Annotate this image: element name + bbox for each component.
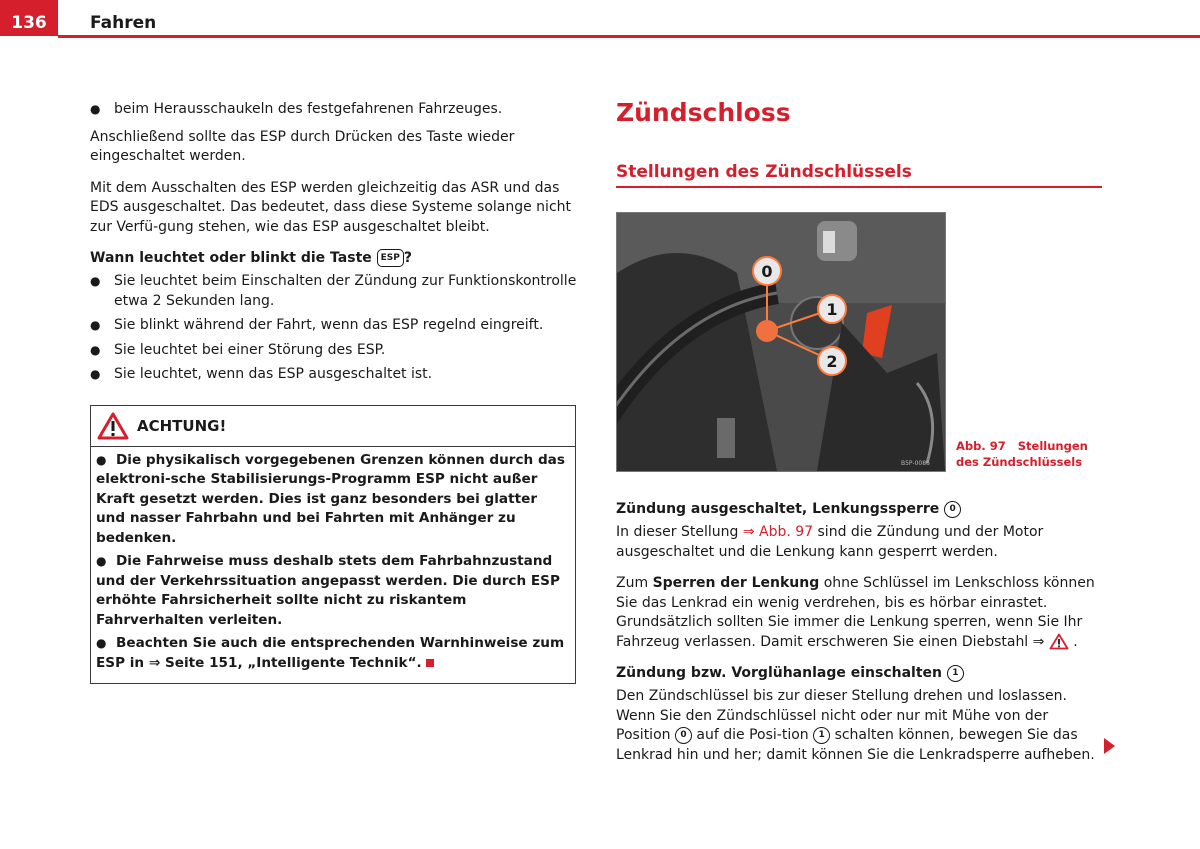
left-column <box>90 100 580 684</box>
list-item: ● beim Herausschaukeln des festgefahrenen Fahrzeuges. <box>90 100 580 120</box>
warning-header <box>91 406 575 447</box>
figure-caption: Abb. 97 Stellungen des Zündschlüssels <box>956 439 1088 469</box>
bullet-icon: ● <box>90 318 101 332</box>
warning-body <box>91 447 575 684</box>
header-rule <box>58 35 1200 38</box>
section-subtitle: Stellungen des Zündschlüssels <box>616 160 1102 188</box>
position-0-icon: 0 <box>675 727 692 744</box>
list-item: ● Sie leuchtet bei einer Störung des ESP. <box>90 341 580 361</box>
bullet-icon: ● <box>96 554 107 568</box>
bullet-icon: ● <box>90 102 101 116</box>
chapter-title: Fahren <box>90 13 157 33</box>
page-number: 136 <box>0 0 58 36</box>
warning-reference-icon[interactable] <box>1049 633 1069 650</box>
ignition-figure <box>616 212 946 472</box>
list-item: ● Sie leuchtet, wenn das ESP ausgeschaltet ist. <box>90 365 580 385</box>
paragraph: In dieser Stellung ⇒ Abb. 97 sind die Zündung und der Motor ausgeschaltet und die Lenkung kann gesperrt werden. <box>616 524 1044 560</box>
right-column <box>616 96 1106 777</box>
subheading: Zündung bzw. Vorglühanlage einschalten 1 <box>616 664 1106 683</box>
figure-row <box>616 212 1106 470</box>
subheading: Wann leuchtet oder blinkt die Taste ESP ? <box>90 250 412 266</box>
bullet-icon: ● <box>96 452 107 467</box>
section-title: Zündschloss <box>616 98 791 127</box>
page-reference-link[interactable]: ⇒ Seite 151, „Intelligente Technik“. <box>148 654 422 671</box>
position-label-2: 2 <box>826 352 838 371</box>
figure-code: B5P-0086 <box>901 460 930 467</box>
warning-item: ● Die Fahrweise muss deshalb stets dem Fahrbahnzustand und der Verkehrssituation angepasst werden. Die durch ESP erhöhte Fahrsicherheit sollte nicht zu riskantem Fahrverhalten verleiten. <box>96 553 560 628</box>
warning-item: ● Die physikalisch vorgegebenen Grenzen können durch das elektroni-sche Stabilisierungs-Programm ESP nicht außer Kraft gesetzt werden. Dies ist ganz besonders bei glatter und nasser Fahrbahn und bei Fahrten mit Anhänger zu bedenken. <box>96 451 565 546</box>
bullet-icon: ● <box>90 342 101 357</box>
subheading: Zündung ausgeschaltet, Lenkungssperre 0 <box>616 500 1106 519</box>
paragraph: Mit dem Ausschalten des ESP werden gleichzeitig das ASR und das EDS ausgeschaltet. Das bedeutet, dass diese Systeme solange nicht zur Verfü-gung stehen, wie das ESP ausgeschaltet bleibt. <box>90 179 571 235</box>
end-square-icon <box>426 659 434 667</box>
warning-triangle-icon <box>97 412 129 440</box>
position-label-1: 1 <box>826 300 838 319</box>
paragraph: Anschließend sollte das ESP durch Drücken des Taste wieder eingeschaltet werden. <box>90 128 515 164</box>
list-item: ● Sie blinkt während der Fahrt, wenn das ESP regelnd eingreift. <box>90 316 580 336</box>
position-1-icon: 1 <box>813 727 830 744</box>
continue-arrow-icon[interactable] <box>1104 738 1115 754</box>
figure-reference-link[interactable]: ⇒ Abb. 97 <box>742 524 814 540</box>
bullet-icon: ● <box>90 274 101 288</box>
position-1-icon: 1 <box>947 665 964 682</box>
ignition-illustration <box>617 213 945 471</box>
position-label-0: 0 <box>761 262 773 281</box>
warning-title: ACHTUNG! <box>137 416 227 435</box>
paragraph: Zum Sperren der Lenkung ohne Schlüssel im Lenkschloss können Sie das Lenkrad ein wenig verdrehen, bis es hörbar einrastet. Grundsätzlich sollten Sie immer die Lenkung sperren, wenn Sie Ihr Fahrzeug verlassen. Damit erschweren Sie einen Diebstahl ⇒ . <box>616 575 1095 650</box>
list-item: ● Sie leuchtet beim Einschalten der Zündung zur Funktionskontrolle etwa 2 Sekunden lang. <box>90 272 580 311</box>
bullet-icon: ● <box>90 367 101 381</box>
warning-item: ● Beachten Sie auch die entsprechenden Warnhinweise zum ESP in ⇒ Seite 151, „Intelligente Technik“. <box>96 635 565 671</box>
warning-box <box>90 405 576 685</box>
bullet-icon: ● <box>96 636 107 650</box>
esp-button-icon: ESP <box>377 249 404 267</box>
position-0-icon: 0 <box>944 501 961 518</box>
paragraph: Den Zündschlüssel bis zur dieser Stellung drehen und loslassen. Wenn Sie den Zündschlüssel nicht oder nur mit Mühe von der Position 0 auf die Posi-tion 1 schalten können, bewegen Sie das Lenkrad hin und her; damit können Sie die Lenkradsperre aufheben. <box>616 688 1095 763</box>
